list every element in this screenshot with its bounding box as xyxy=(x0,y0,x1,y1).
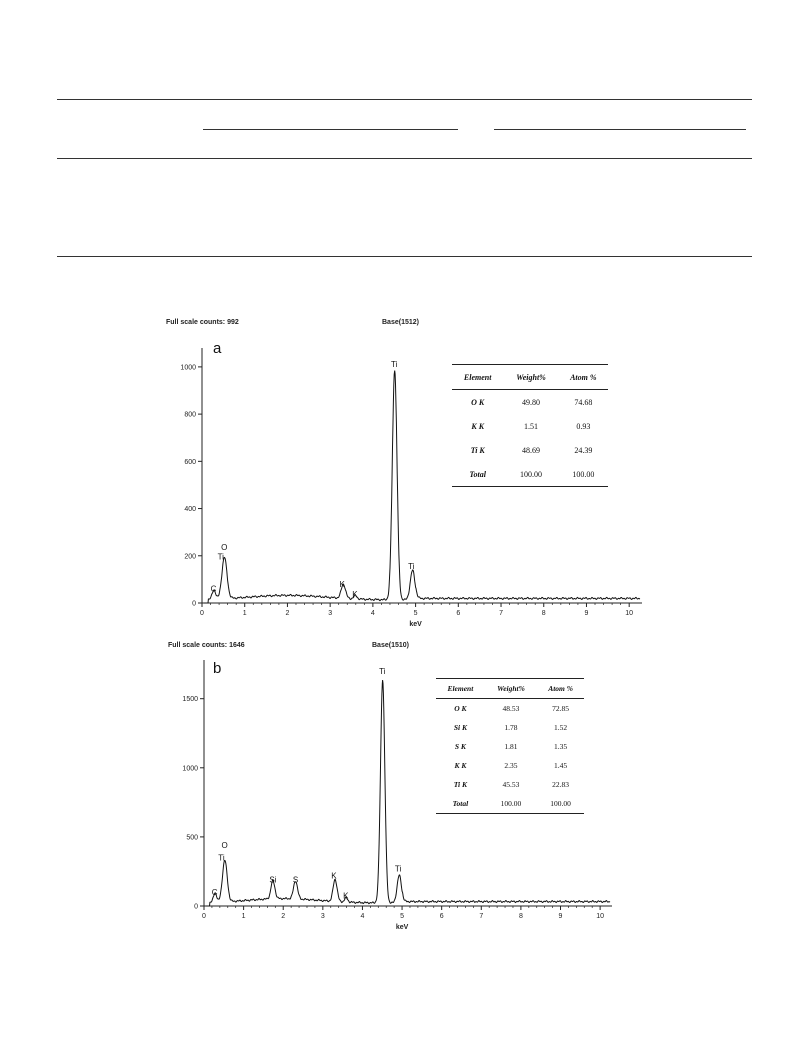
base-label-a: Base(1512) xyxy=(382,319,419,326)
y-tick-label: 200 xyxy=(184,553,196,561)
table-subheader-rule-left xyxy=(203,129,458,130)
x-tick-label: 10 xyxy=(625,610,634,617)
weight-cell: 1.51 xyxy=(524,421,539,431)
base-label-b: Base(1510) xyxy=(372,642,409,649)
table-row xyxy=(436,718,584,737)
peak-label: Ti xyxy=(379,666,386,676)
col-element-header: Element xyxy=(463,372,492,382)
table-row xyxy=(436,737,584,756)
peak-label: Ti xyxy=(408,561,415,571)
full-scale-counts-b: Full scale counts: 1646 xyxy=(168,642,245,649)
element-cell: Ti K xyxy=(453,780,468,789)
element-cell: Ti K xyxy=(470,445,485,455)
weight-cell: 49.80 xyxy=(522,397,541,407)
element-cell: K K xyxy=(471,421,485,431)
spectrum-series-line xyxy=(206,680,610,906)
table-row xyxy=(452,414,608,438)
element-cell: S K xyxy=(454,742,466,751)
atom-cell: 72.85 xyxy=(552,704,570,713)
x-tick-label: 5 xyxy=(413,610,418,617)
x-tick-label: 9 xyxy=(558,913,563,920)
col-atom-header: Atom % xyxy=(548,684,573,693)
weight-cell: 45.53 xyxy=(502,780,520,789)
peak-label: K xyxy=(339,579,345,589)
composition-table-b xyxy=(436,678,584,814)
y-tick-label: 1000 xyxy=(180,364,196,372)
x-tick-label: 5 xyxy=(400,913,405,920)
x-tick-label: 0 xyxy=(202,913,206,920)
table-row xyxy=(452,390,608,415)
table-top-rule xyxy=(57,99,752,100)
x-tick-label: 1 xyxy=(241,913,246,920)
spectrum-series-line xyxy=(204,371,640,603)
x-tick-label: 2 xyxy=(285,610,290,617)
peak-label: K xyxy=(331,871,337,881)
x-tick-label: 7 xyxy=(499,610,503,617)
composition-header-row xyxy=(436,679,584,699)
x-axis-label: keV xyxy=(395,924,409,931)
atom-cell: 22.83 xyxy=(552,780,570,789)
element-cell: Total xyxy=(469,469,486,479)
weight-cell: 1.81 xyxy=(504,742,518,751)
peak-label: Ti xyxy=(391,359,398,369)
col-element-header: Element xyxy=(447,684,474,693)
atom-cell: 1.35 xyxy=(554,742,568,751)
table-header-rule xyxy=(57,158,752,159)
full-scale-counts-a: Full scale counts: 992 xyxy=(166,319,239,326)
x-tick-label: 7 xyxy=(479,913,484,920)
y-tick-label: 1000 xyxy=(182,765,198,773)
x-tick-label: 9 xyxy=(584,610,589,617)
peak-label: Si xyxy=(269,875,277,885)
y-tick-label: 600 xyxy=(184,458,196,466)
peak-label: K xyxy=(352,589,358,599)
peak-label: S xyxy=(292,875,299,885)
composition-header-row xyxy=(452,365,608,390)
x-tick-label: 4 xyxy=(360,913,365,920)
x-tick-label: 6 xyxy=(456,610,461,617)
element-cell: O K xyxy=(454,704,467,713)
atom-cell: 74.68 xyxy=(574,397,593,407)
weight-cell: 1.78 xyxy=(504,723,518,732)
weight-cell: 48.69 xyxy=(522,445,541,455)
x-axis-label: keV xyxy=(409,621,422,628)
peak-label: C xyxy=(210,584,217,594)
x-tick-label: 2 xyxy=(281,913,286,920)
peak-label: Ti xyxy=(218,853,225,863)
table-row xyxy=(436,756,584,775)
col-weight-header: Weight% xyxy=(497,684,525,693)
weight-cell: 100.00 xyxy=(520,469,543,479)
col-weight-header: Weight% xyxy=(516,372,546,382)
element-cell: K K xyxy=(454,761,467,770)
element-cell: Total xyxy=(452,799,469,808)
y-tick-label: 400 xyxy=(184,506,196,514)
table-row xyxy=(436,775,584,794)
table-row xyxy=(452,438,608,462)
table-bottom-rule xyxy=(57,256,752,257)
peak-label: O xyxy=(221,840,228,850)
composition-table-a xyxy=(452,364,608,487)
x-tick-label: 6 xyxy=(439,913,444,920)
y-tick-label: 0 xyxy=(192,600,196,608)
peak-label: C xyxy=(211,887,218,897)
atom-cell: 100.00 xyxy=(550,799,571,808)
panel-letter-b: b xyxy=(213,660,222,677)
x-tick-label: 8 xyxy=(518,913,523,920)
x-tick-label: 0 xyxy=(200,610,204,617)
atom-cell: 100.00 xyxy=(572,469,595,479)
peak-label: O xyxy=(221,542,228,552)
x-tick-label: 3 xyxy=(328,610,333,617)
element-cell: O K xyxy=(471,397,485,407)
atom-cell: 1.52 xyxy=(554,723,568,732)
atom-cell: 0.93 xyxy=(576,421,591,431)
panel-letter-a: a xyxy=(213,340,222,357)
peak-label: Ti xyxy=(394,864,402,874)
y-tick-label: 0 xyxy=(194,903,198,911)
x-tick-label: 1 xyxy=(242,610,247,617)
y-tick-label: 1500 xyxy=(182,696,198,704)
peak-label: Ti xyxy=(217,552,224,562)
table-subheader-rule-right xyxy=(494,129,746,130)
x-tick-label: 10 xyxy=(596,913,605,920)
peak-label: K xyxy=(343,891,349,901)
x-tick-label: 4 xyxy=(370,610,375,617)
x-tick-label: 3 xyxy=(320,913,325,920)
table-row xyxy=(436,699,584,719)
y-tick-label: 800 xyxy=(184,411,196,419)
atom-cell: 24.39 xyxy=(574,445,593,455)
atom-cell: 1.45 xyxy=(554,761,568,770)
table-row xyxy=(436,794,584,814)
x-tick-label: 8 xyxy=(541,610,546,617)
table-row xyxy=(452,462,608,487)
y-tick-label: 500 xyxy=(186,834,198,842)
weight-cell: 100.00 xyxy=(500,799,522,808)
col-atom-header: Atom % xyxy=(570,372,597,382)
element-cell: Si K xyxy=(453,723,467,732)
weight-cell: 2.35 xyxy=(504,761,518,770)
weight-cell: 48.53 xyxy=(502,704,520,713)
